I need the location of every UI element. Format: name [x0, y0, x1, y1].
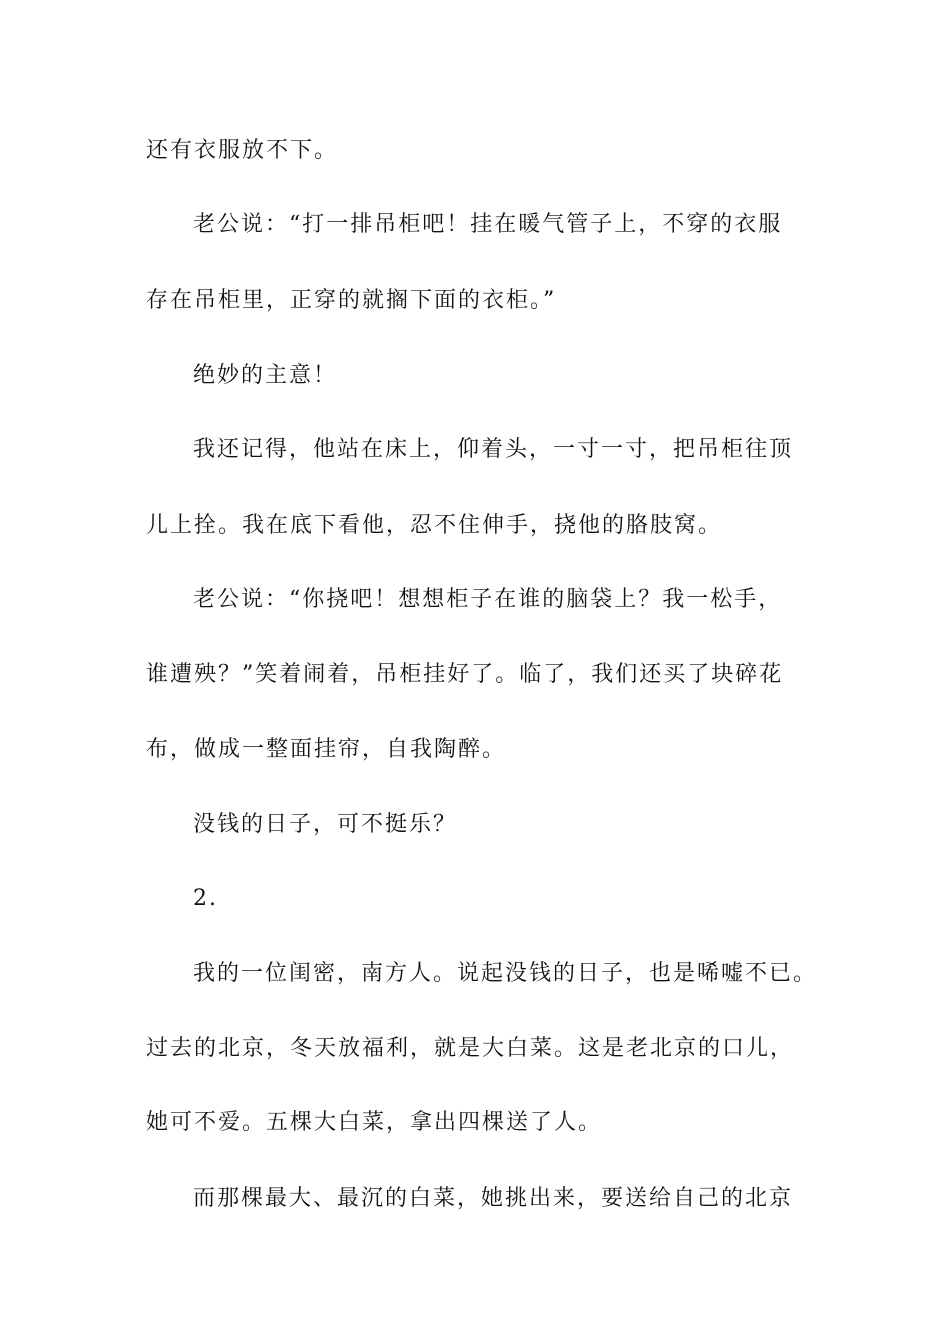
text-line: 儿上拴。我在底下看他，忍不住伸手，挠他的胳肢窝。: [146, 513, 723, 538]
text-line: 谁遭殃？”笑着闹着，吊柜挂好了。临了，我们还买了块碎花: [146, 662, 784, 687]
text-line: 老公说：“打一排吊柜吧！挂在暖气管子上，不穿的衣服: [193, 212, 783, 237]
section-number: 2.: [193, 886, 218, 911]
text-line: 布，做成一整面挂帘，自我陶醉。: [146, 737, 507, 762]
text-line: 我还记得，他站在床上，仰着头，一寸一寸，把吊柜往顶: [193, 437, 794, 462]
text-line: 过去的北京，冬天放福利，就是大白菜。这是老北京的口儿，: [146, 1036, 795, 1061]
text-line: 没钱的日子，可不挺乐？: [193, 812, 458, 837]
text-line: 还有衣服放不下。: [146, 138, 339, 163]
text-line: 她可不爱。五棵大白菜，拿出四棵送了人。: [146, 1110, 603, 1135]
text-line: 而那棵最大、最沉的白菜，她挑出来，要送给自己的北京: [193, 1186, 794, 1211]
text-line: 存在吊柜里，正穿的就搁下面的衣柜。”: [146, 288, 557, 313]
text-line: 老公说：“你挠吧！想想柜子在谁的脑袋上？我一松手，: [193, 587, 783, 612]
text-line: 我的一位闺密，南方人。说起没钱的日子，也是唏嘘不已。: [193, 961, 818, 986]
text-line: 绝妙的主意！: [193, 363, 338, 388]
